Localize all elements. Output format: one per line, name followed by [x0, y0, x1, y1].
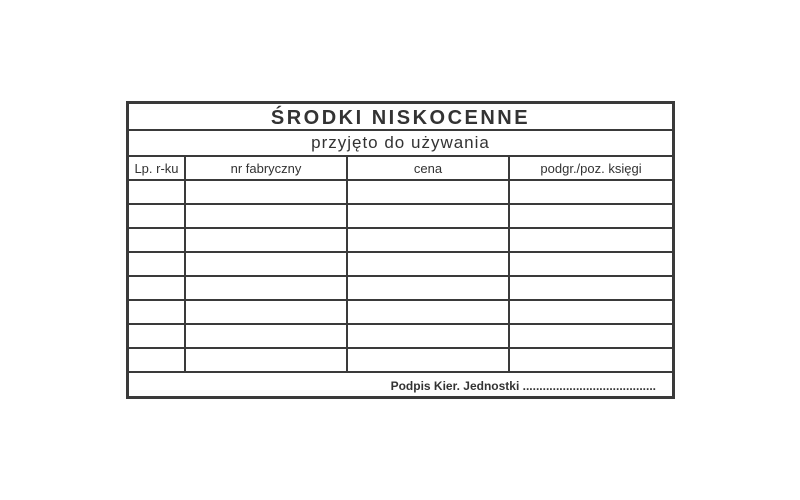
- cell-serial-number[interactable]: [185, 228, 347, 252]
- column-header-price: cena: [347, 157, 509, 180]
- cell-ledger-position[interactable]: [509, 300, 672, 324]
- cell-lp[interactable]: [129, 252, 185, 276]
- cell-serial-number[interactable]: [185, 180, 347, 204]
- table-row: [129, 180, 672, 204]
- table-row: [129, 204, 672, 228]
- cell-price[interactable]: [347, 204, 509, 228]
- table-row: [129, 252, 672, 276]
- cell-serial-number[interactable]: [185, 300, 347, 324]
- cell-price[interactable]: [347, 300, 509, 324]
- column-header-serial-number: nr fabryczny: [185, 157, 347, 180]
- table-row: [129, 324, 672, 348]
- cell-price[interactable]: [347, 180, 509, 204]
- table-row: [129, 228, 672, 252]
- column-header-ledger-position: podgr./poz. księgi: [509, 157, 672, 180]
- cell-ledger-position[interactable]: [509, 252, 672, 276]
- cell-serial-number[interactable]: [185, 252, 347, 276]
- cell-price[interactable]: [347, 324, 509, 348]
- table-row: [129, 276, 672, 300]
- form-title: ŚRODKI NISKOCENNE: [129, 104, 672, 131]
- signature-label: Podpis Kier. Jednostki ........................................: [390, 379, 656, 393]
- cell-serial-number[interactable]: [185, 324, 347, 348]
- cell-ledger-position[interactable]: [509, 276, 672, 300]
- cell-ledger-position[interactable]: [509, 204, 672, 228]
- cell-ledger-position[interactable]: [509, 228, 672, 252]
- cell-lp[interactable]: [129, 300, 185, 324]
- cell-lp[interactable]: [129, 324, 185, 348]
- cell-lp[interactable]: [129, 348, 185, 372]
- cell-price[interactable]: [347, 228, 509, 252]
- cell-lp[interactable]: [129, 180, 185, 204]
- table-row: [129, 300, 672, 324]
- entries-table: [129, 157, 672, 373]
- cell-serial-number[interactable]: [185, 348, 347, 372]
- cell-lp[interactable]: [129, 204, 185, 228]
- cell-ledger-position[interactable]: [509, 180, 672, 204]
- signature-row: [129, 374, 672, 396]
- cell-lp[interactable]: [129, 228, 185, 252]
- cell-ledger-position[interactable]: [509, 324, 672, 348]
- cell-price[interactable]: [347, 276, 509, 300]
- cell-price[interactable]: [347, 348, 509, 372]
- cell-lp[interactable]: [129, 276, 185, 300]
- column-header-lp: Lp. r-ku: [129, 157, 185, 180]
- cell-ledger-position[interactable]: [509, 348, 672, 372]
- form-subtitle: przyjęto do używania: [129, 131, 672, 157]
- cell-price[interactable]: [347, 252, 509, 276]
- stamp-form: [126, 101, 675, 399]
- cell-serial-number[interactable]: [185, 204, 347, 228]
- table-row: [129, 348, 672, 372]
- cell-serial-number[interactable]: [185, 276, 347, 300]
- table-header-row: [129, 157, 672, 180]
